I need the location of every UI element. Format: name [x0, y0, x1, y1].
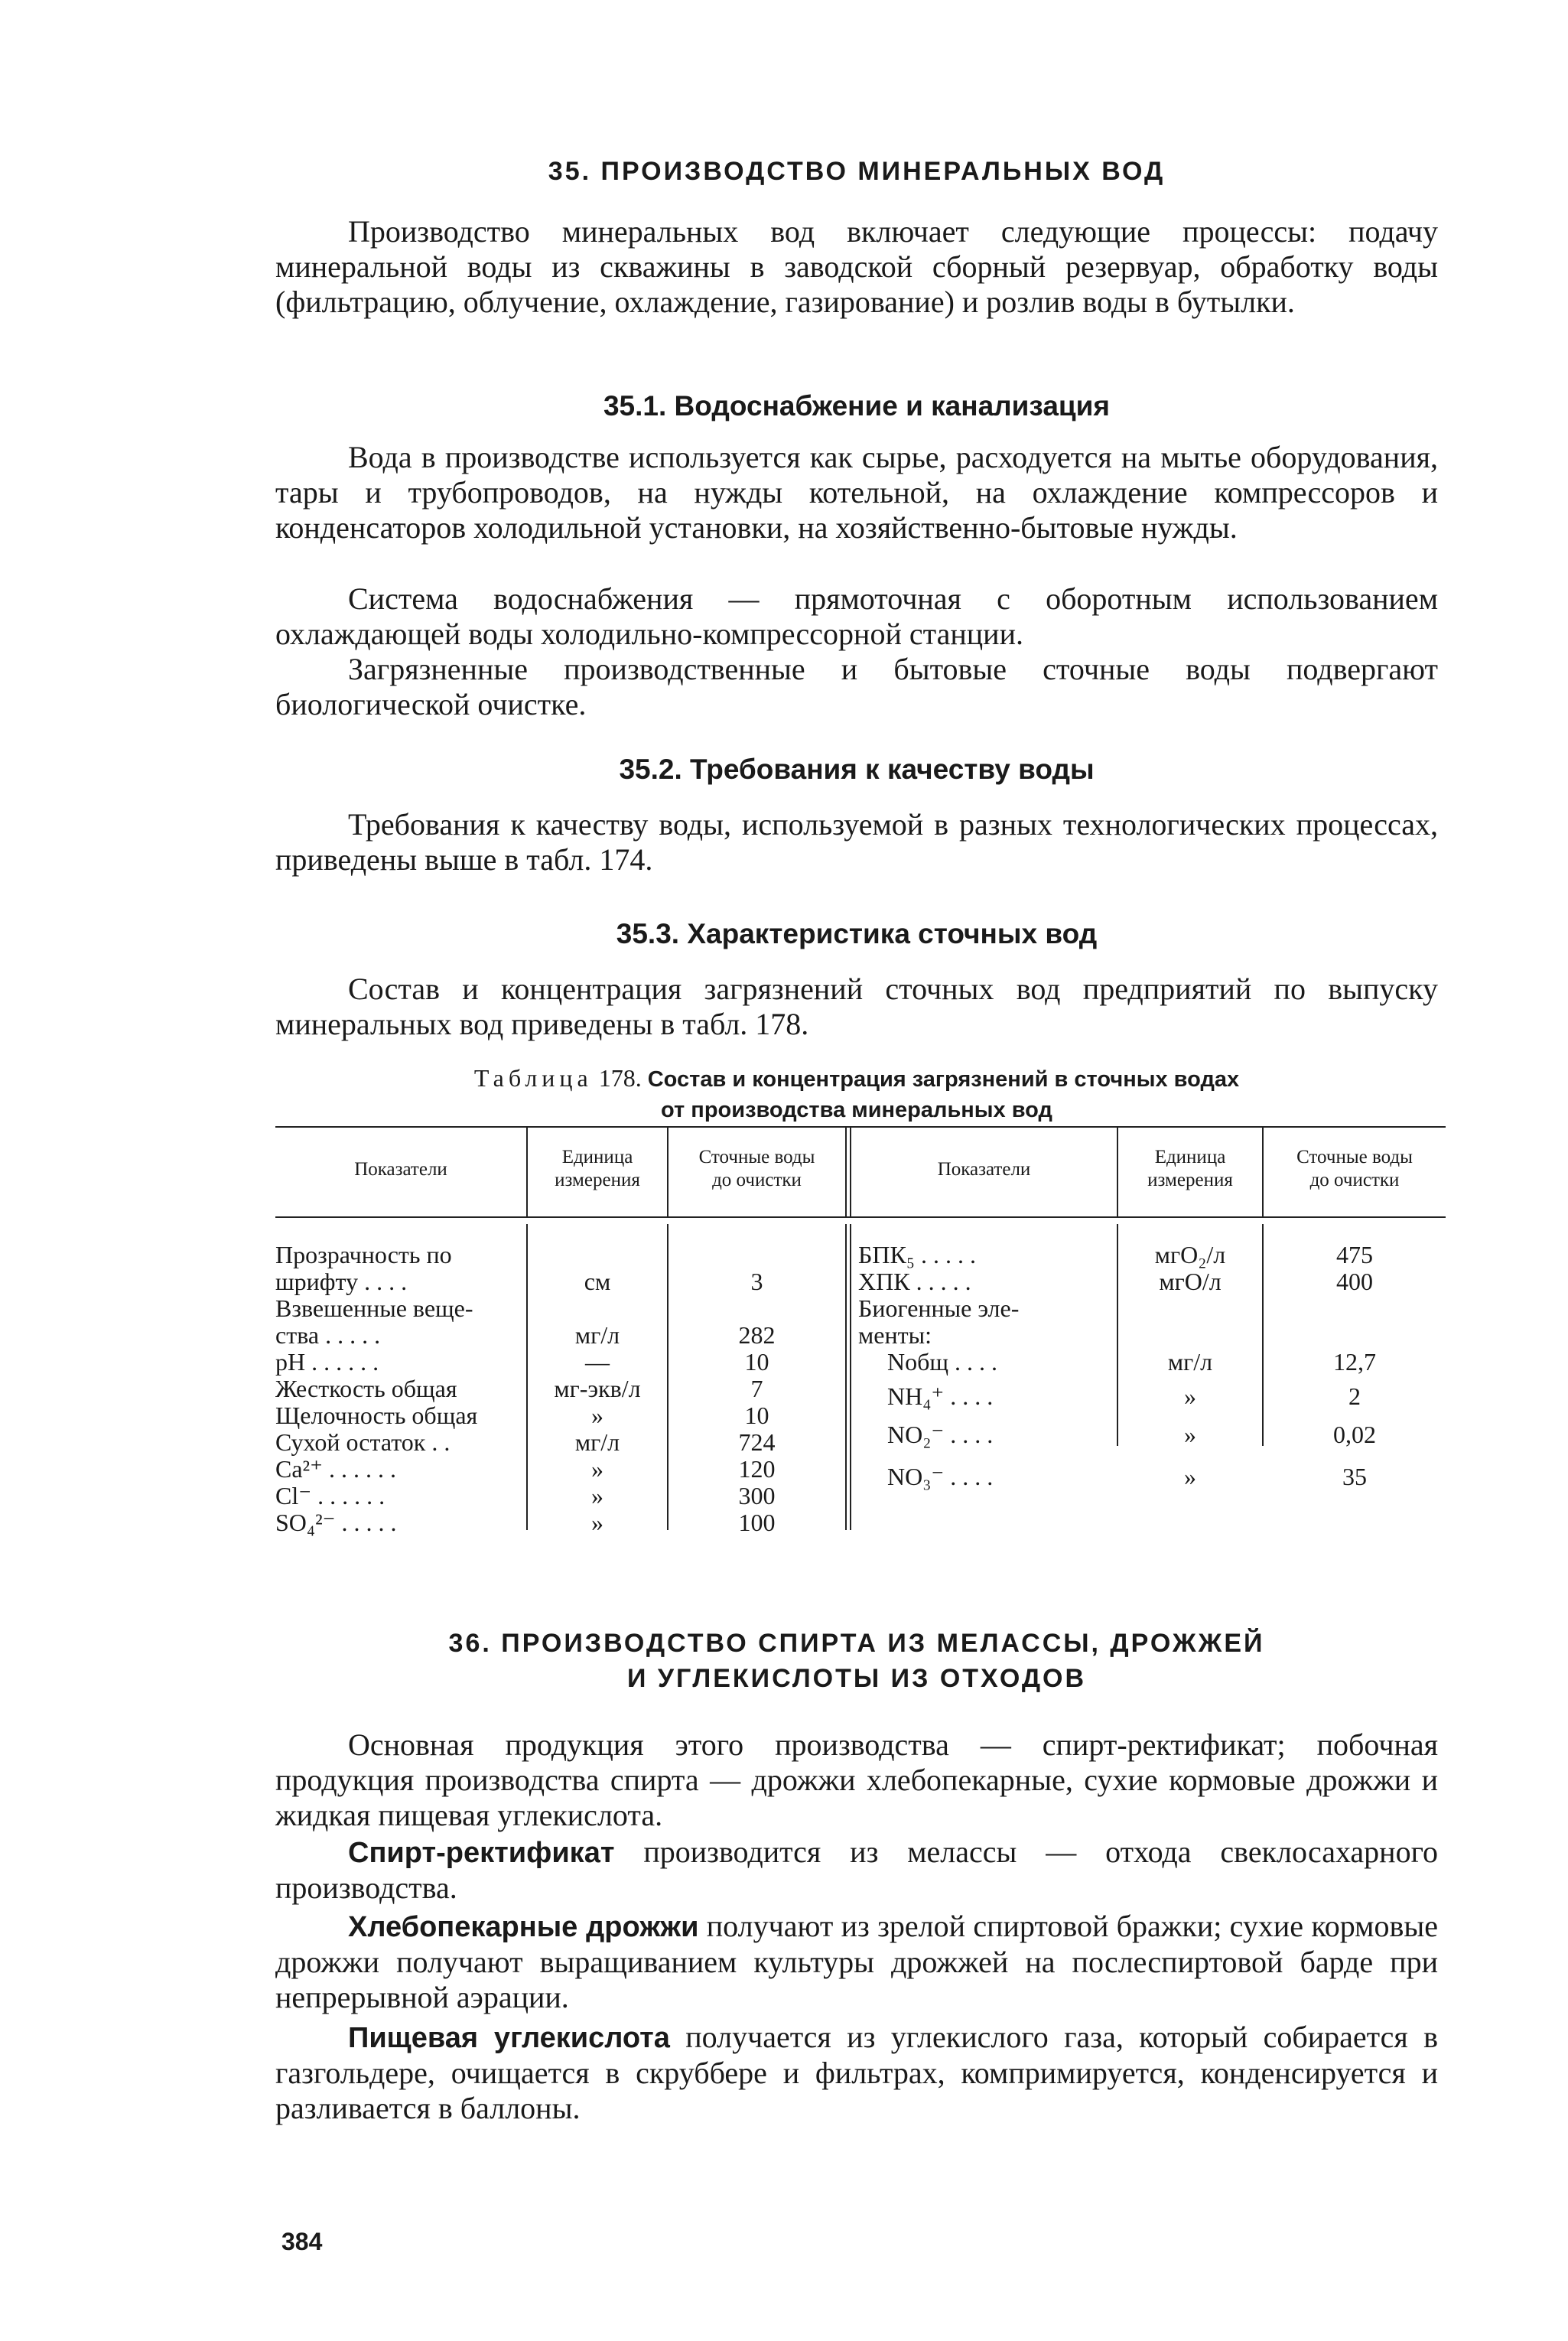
section-36-title-line2: И УГЛЕКИСЛОТЫ ИЗ ОТХОДОВ	[626, 1664, 1087, 1693]
header-waste-right-line2: до очистки	[1309, 1170, 1400, 1190]
table-caption-number: 178.	[598, 1064, 642, 1092]
header-unit-right-line1: Единица	[1154, 1147, 1226, 1167]
table-cell-indicator: Взвешенные веще-	[275, 1294, 473, 1322]
table-header-rule	[275, 1216, 1446, 1218]
table-vline	[850, 1224, 851, 1530]
subsection-35-1-title: 35.1. Водоснабжение и канализация	[603, 390, 1110, 422]
section-36-paragraph-3	[275, 1909, 1438, 2015]
header-unit-right-line2: измерения	[1147, 1170, 1233, 1190]
header-waste-right-line1: Сточные воды	[1296, 1147, 1413, 1167]
table-cell-unit: »	[591, 1482, 603, 1509]
table-cell-value: 7	[750, 1375, 763, 1402]
section-36-paragraph-2-text: производится из мелассы — отхода свеклосахарного производства.	[275, 1835, 1438, 1905]
section-36-paragraph-4	[275, 2020, 1438, 2126]
table-cell-indicator: БПК₅ . . . . .	[858, 1241, 976, 1268]
table-cell-value: 12,7	[1333, 1348, 1376, 1376]
table-cell-value: 35	[1342, 1463, 1367, 1490]
header-unit-right	[1118, 1146, 1262, 1192]
table-cell-value: 10	[744, 1402, 769, 1429]
header-indicator-left: Показатели	[354, 1159, 447, 1180]
section-36-paragraph-3-text: получают из зрелой спиртовой бражки; сухие кормовые дрожжи получают выращиванием культуры дрожжей на послеспиртовой барде при непрерывной аэрации.	[275, 1909, 1438, 2014]
header-waste-left-line2: до очистки	[712, 1170, 802, 1190]
section-36-paragraph-1: Основная продукция этого производства — спирт-ректификат; побочная продукция производства спирта — дрожжи хлебопекарные, сухие кормовые дрожжи и жидкая пищевая углекислота.	[275, 1727, 1438, 1832]
table-cell-indicator: Прозрачность по	[275, 1241, 452, 1268]
table-cell-indicator: NO₃⁻ . . . .	[887, 1463, 994, 1490]
table-cell-indicator: Сухой остаток . .	[275, 1428, 451, 1456]
section-35-intro: Производство минеральных вод включает следующие процессы: подачу минеральной воды из скважины в заводской сборный резервуар, обработку воды (фильтрацию, облучение, охлаждение, газирование) и розлив воды в бутылки.	[275, 214, 1438, 319]
table-cell-indicator: ХПК . . . . .	[858, 1268, 971, 1295]
table-cell-indicator: Nобщ . . . .	[887, 1348, 998, 1376]
subsection-35-3-title: 35.3. Характеристика сточных вод	[616, 918, 1098, 949]
table-cell-value: 400	[1336, 1268, 1373, 1295]
table-cell-indicator: Cl⁻ . . . . . .	[275, 1482, 385, 1509]
table-cell-value: 0,02	[1333, 1421, 1376, 1448]
header-indicator-right: Показатели	[937, 1159, 1031, 1180]
subsection-35-3-paragraph: Состав и концентрация загрязнений сточных вод предприятий по выпуску минеральных вод приведены в табл. 178.	[275, 972, 1438, 1041]
table-cell-unit: мг/л	[1167, 1348, 1213, 1376]
term-baker-yeast: Хлебопекарные дрожжи	[348, 1911, 699, 1943]
header-unit-left	[528, 1146, 667, 1192]
table-cell-indicator: SO₄²⁻ . . . . .	[275, 1509, 397, 1536]
table-cell-value: 120	[738, 1455, 776, 1483]
table-cell-unit: мгO₂/л	[1154, 1241, 1226, 1268]
table-caption-title-line1: Состав и концентрация загрязнений в сточных водах	[647, 1067, 1240, 1092]
table-caption-label: Таблица	[473, 1064, 593, 1092]
table-cell-indicator: NO₂⁻ . . . .	[887, 1421, 994, 1448]
table-cell-unit: »	[1184, 1463, 1196, 1490]
header-waste-left	[669, 1146, 845, 1192]
table-178	[275, 1126, 1446, 1593]
table-cell-unit: мгO/л	[1159, 1268, 1222, 1295]
table-cell-indicator: менты:	[858, 1321, 932, 1349]
subsection-35-2-paragraph: Требования к качеству воды, используемой в разных технологических процессах, приведены выше в табл. 174.	[275, 807, 1438, 877]
table-top-rule	[275, 1126, 1446, 1128]
table-cell-value: 475	[1336, 1241, 1373, 1268]
header-waste-left-line1: Сточные воды	[698, 1147, 815, 1167]
table-cell-indicator: Ca²⁺ . . . . . .	[275, 1455, 397, 1483]
term-food-carbon-dioxide: Пищевая углекислота	[348, 2022, 670, 2054]
header-unit-left-line1: Единица	[561, 1147, 633, 1167]
table-cell-unit: »	[591, 1509, 603, 1536]
table-cell-unit: »	[1184, 1421, 1196, 1448]
table-cell-unit: »	[591, 1455, 603, 1483]
table-cell-indicator: pH . . . . . .	[275, 1348, 379, 1376]
table-cell-unit: —	[585, 1348, 610, 1376]
subsection-35-1-paragraph-2: Система водоснабжения — прямоточная с оборотным использованием охлаждающей воды холодильно-компрессорной станции.	[275, 581, 1438, 651]
table-cell-unit: мг-экв/л	[554, 1375, 641, 1402]
table-cell-indicator: Щелочность общая	[275, 1402, 478, 1429]
table-vline	[845, 1224, 847, 1530]
table-cell-value: 724	[738, 1428, 776, 1456]
section-36-paragraph-2	[275, 1835, 1438, 1906]
table-cell-indicator: ства . . . . .	[275, 1321, 381, 1349]
table-cell-unit: »	[1184, 1382, 1196, 1410]
table-cell-value: 10	[744, 1348, 769, 1376]
section-35-title: 35. ПРОИЗВОДСТВО МИНЕРАЛЬНЫХ ВОД	[548, 157, 1166, 186]
table-caption	[275, 1063, 1438, 1125]
table-cell-indicator: Жесткость общая	[275, 1375, 457, 1402]
table-cell-indicator: NH₄⁺ . . . .	[887, 1382, 994, 1410]
table-cell-unit: мг/л	[574, 1321, 620, 1349]
table-cell-value: 2	[1348, 1382, 1361, 1410]
table-cell-unit: см	[584, 1268, 611, 1295]
table-cell-indicator: Биогенные эле-	[858, 1294, 1020, 1322]
header-unit-left-line2: измерения	[555, 1170, 640, 1190]
section-36-title	[275, 1626, 1438, 1696]
table-cell-value: 100	[738, 1509, 776, 1536]
header-waste-right	[1264, 1146, 1446, 1192]
page-number: 384	[281, 2228, 323, 2255]
table-cell-value: 282	[738, 1321, 776, 1349]
table-cell-value: 3	[750, 1268, 763, 1295]
subsection-35-2-title: 35.2. Требования к качеству воды	[619, 754, 1095, 785]
term-spirit-rectificate: Спирт-ректификат	[348, 1837, 615, 1869]
table-caption-title-line2: от производства минеральных вод	[661, 1098, 1052, 1122]
table-cell-unit: мг/л	[574, 1428, 620, 1456]
table-cell-indicator: шрифту . . . .	[275, 1268, 408, 1295]
subsection-35-1-paragraph-3: Загрязненные производственные и бытовые сточные воды подвергают биологической очистке.	[275, 652, 1438, 721]
section-36-title-line1: 36. ПРОИЗВОДСТВО СПИРТА ИЗ МЕЛАССЫ, ДРОЖЖЕЙ	[448, 1629, 1265, 1658]
table-cell-unit: »	[591, 1402, 603, 1429]
table-cell-value: 300	[738, 1482, 776, 1509]
section-36-paragraph-4-text: получается из углекислого газа, который собирается в газгольдере, очищается в скруббере и фильтрах, компримируется, конденсируется и разливается в баллоны.	[275, 2020, 1438, 2125]
subsection-35-1-paragraph-1: Вода в производстве используется как сырье, расходуется на мытье оборудования, тары и трубопроводов, на нужды котельной, на охлаждение компрессоров и конденсаторов холодильной установки, на хозяйственно-бытовые нужды.	[275, 440, 1438, 545]
table-vline	[845, 1126, 847, 1216]
